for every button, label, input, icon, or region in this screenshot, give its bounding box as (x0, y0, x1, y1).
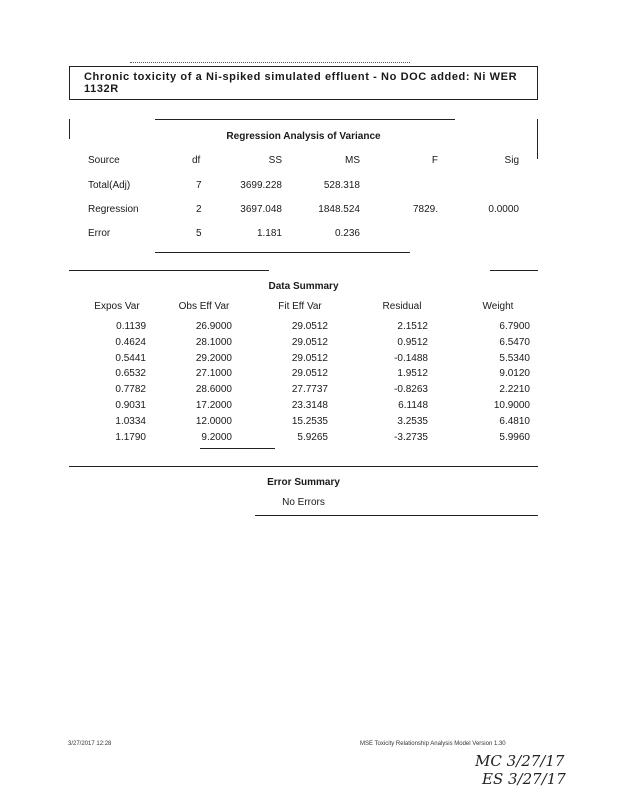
data-summary-heading: Data Summary (268, 281, 339, 292)
table-cell: 7829. (412, 204, 438, 215)
col-header-f: F (431, 155, 438, 166)
col-header-expos-var: Expos Var (94, 301, 140, 312)
table-cell: 17.2000 (195, 400, 232, 411)
table-cell: 0.236 (334, 228, 360, 239)
table-cell: 1848.524 (318, 204, 360, 215)
divider (200, 448, 275, 449)
table-cell: 1.9512 (397, 368, 428, 380)
table-cell: -3.2735 (394, 431, 428, 443)
signature-initials-1: MC 3/27/17 (475, 752, 565, 770)
table-cell: 28.1000 (195, 336, 232, 348)
divider (255, 515, 538, 516)
table-cell: 28.6000 (195, 384, 232, 396)
table-cell: 6.5470 (499, 336, 530, 348)
table-cell: 27.1000 (195, 368, 232, 380)
table-cell: 0.6532 (115, 368, 146, 380)
col-header-source: Source (88, 155, 120, 166)
table-cell: 26.9000 (195, 321, 232, 332)
document-title (69, 66, 538, 100)
table-cell: 10.9000 (493, 400, 530, 411)
col-header-obs-eff-var: Obs Eff Var (178, 301, 230, 312)
table-cell: 29.0512 (291, 336, 328, 348)
table-cell: 0.9512 (397, 336, 428, 348)
table-cell: 5.5340 (499, 352, 530, 364)
table-cell: 23.3148 (291, 400, 328, 411)
table-cell: 1.181 (256, 228, 282, 239)
table-cell: 3699.228 (240, 180, 282, 191)
col-header-df: df (192, 155, 201, 166)
divider (69, 466, 538, 467)
col-header-sig: Sig (504, 155, 519, 166)
table-cell: 2.2210 (499, 384, 530, 396)
table-cell: 27.7737 (291, 384, 328, 396)
footer-timestamp: 3/27/2017 12:28 (68, 741, 112, 747)
table-cell: Error (88, 228, 111, 239)
col-header-ss: SS (268, 155, 282, 166)
table-cell: 528.318 (323, 180, 360, 191)
table-cell: 9.2000 (201, 431, 232, 443)
regression-heading: Regression Analysis of Variance (226, 131, 381, 142)
divider (155, 252, 410, 253)
table-cell: -0.1488 (394, 352, 428, 364)
table-cell: Regression (88, 204, 139, 215)
divider (490, 270, 538, 271)
divider (130, 62, 410, 64)
table-cell: 29.2000 (195, 352, 232, 364)
table-cell: 3697.048 (240, 204, 282, 215)
table-cell: 2.1512 (397, 321, 428, 332)
table-cell: 1.0334 (115, 415, 146, 427)
table-cell: 5.9265 (297, 431, 328, 443)
col-header-ms: MS (345, 155, 360, 166)
divider (69, 270, 269, 271)
table-cell: 0.1139 (116, 321, 146, 332)
error-summary-heading: Error Summary (267, 477, 340, 488)
document-title-text: Chronic toxicity of a Ni-spiked simulated effluent - No DOC added: Ni WER 1132R (84, 71, 518, 95)
table-cell: 9.0120 (499, 368, 530, 380)
table-cell: 5 (196, 228, 202, 239)
col-header-weight: Weight (482, 301, 514, 312)
table-cell: 5.9960 (499, 431, 530, 443)
table-cell: 0.4624 (115, 336, 146, 348)
table-cell: 29.0512 (291, 352, 328, 364)
col-header-residual: Residual (382, 301, 422, 312)
table-cell: 6.1148 (398, 400, 428, 411)
table-cell: 6.7900 (499, 321, 530, 332)
table-cell: 0.7782 (115, 384, 146, 396)
footer-model-version: MSE Toxicity Relationship Analysis Model Version 1.30 (360, 741, 506, 747)
table-cell: 0.9031 (115, 400, 146, 411)
table-cell: 7 (196, 180, 202, 191)
table-cell: 0.5441 (115, 352, 146, 364)
divider (155, 119, 455, 120)
col-header-fit-eff-var: Fit Eff Var (278, 301, 322, 312)
table-cell: -0.8263 (394, 384, 428, 396)
signature-initials-2: ES 3/27/17 (482, 770, 566, 788)
table-cell: 1.1790 (115, 431, 146, 443)
error-summary-message: No Errors (282, 497, 325, 508)
table-cell: Total(Adj) (88, 180, 131, 191)
table-cell: 0.0000 (488, 204, 519, 215)
table-cell: 2 (196, 204, 202, 215)
table-cell: 3.2535 (397, 415, 428, 427)
table-cell: 6.4810 (499, 415, 530, 427)
table-cell: 15.2535 (291, 415, 328, 427)
table-cell: 29.0512 (291, 368, 328, 380)
table-cell: 12.0000 (195, 415, 232, 427)
table-cell: 29.0512 (291, 321, 328, 332)
